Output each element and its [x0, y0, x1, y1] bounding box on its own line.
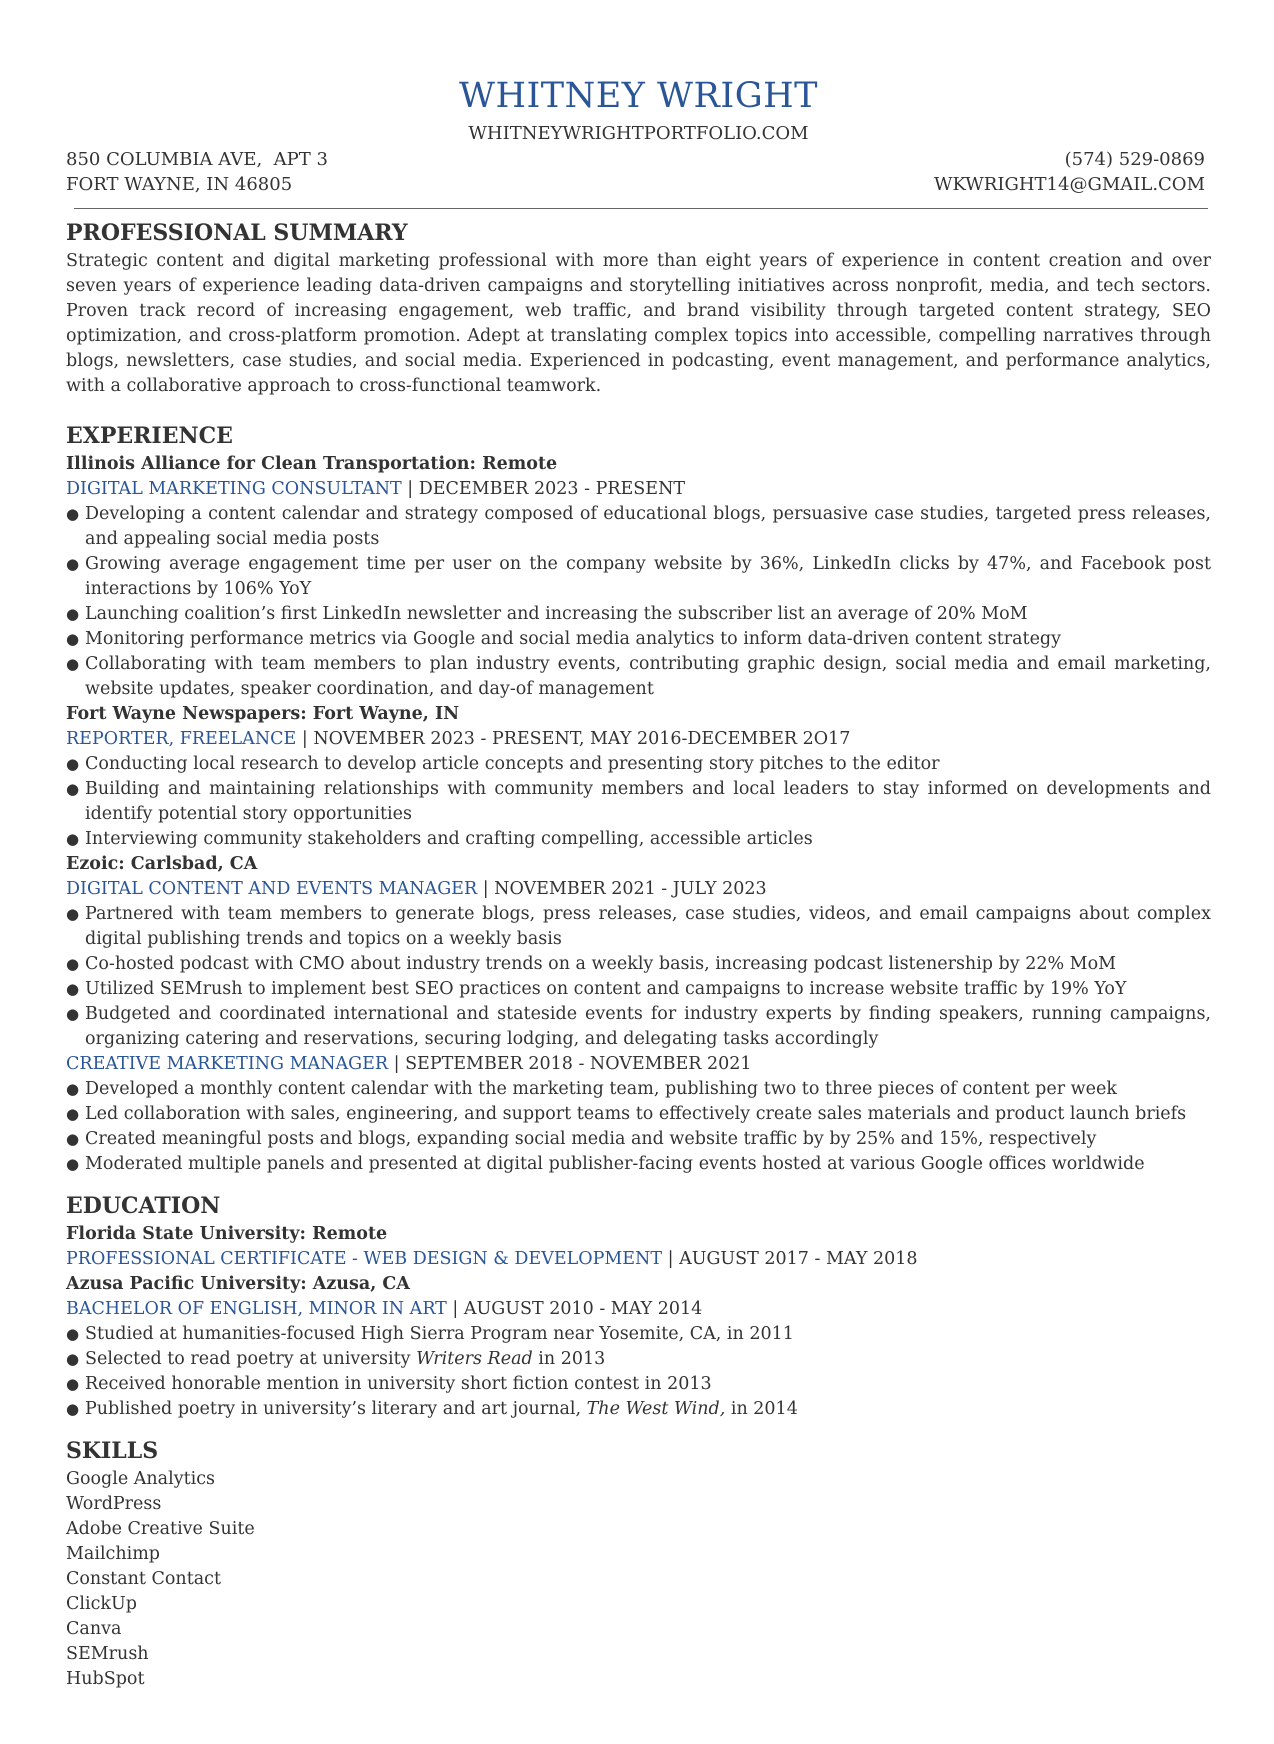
job-title: DIGITAL MARKETING CONSULTANT [66, 479, 402, 499]
address-line-1: 850 COLUMBIA AVE, APT 3 [66, 149, 328, 170]
skill-item: ClickUp [66, 1594, 137, 1614]
bullet-item: ● Published poetry in university’s literary and art journal, The West Wind, in 2014 [66, 1397, 1211, 1422]
job-role-line [66, 1052, 1211, 1077]
education-entry [66, 1222, 1211, 1272]
employer-name: Fort Wayne Newspapers: Fort Wayne, IN [66, 704, 460, 724]
phone-number: (574) 529-0869 [1064, 149, 1205, 170]
bullet-item: ● Budgeted and coordinated international and stateside events for industry experts by finding speakers, running campaigns, organizing catering and reservations, securing lodging, and delegating tasks accordingly [66, 1002, 1211, 1052]
job-dates: | NOVEMBER 2023 - PRESENT, MAY 2016-DECEMBER 2O17 [296, 729, 851, 749]
job-role-line [66, 477, 1211, 502]
skill-item: SEMrush [66, 1644, 149, 1664]
education-bullets [66, 1322, 1211, 1422]
degree-dates: | AUGUST 2017 - MAY 2018 [662, 1249, 918, 1269]
bullet-item: ● Collaborating with team members to plan industry events, contributing graphic design, social media and email marketing, website updates, speaker coordination, and day-of management [66, 652, 1211, 702]
summary-heading: PROFESSIONAL SUMMARY [66, 220, 408, 246]
resume-content [66, 218, 1211, 1692]
skill-item: HubSpot [66, 1669, 145, 1689]
address-block [66, 147, 328, 197]
skills-list [66, 1467, 1211, 1692]
portfolio-website: WHITNEYWRIGHTPORTFOLIO.COM [468, 123, 809, 144]
bullet-item: ● Co-hosted podcast with CMO about industry trends on a weekly basis, increasing podcast listenership by 22% MoM [66, 952, 1211, 977]
degree-line [66, 1247, 1211, 1272]
skill-item: Constant Contact [66, 1569, 222, 1589]
education-heading: EDUCATION [66, 1193, 221, 1219]
job-dates: | DECEMBER 2023 - PRESENT [401, 479, 686, 499]
job-entry [66, 702, 1211, 852]
bullet-item: ● Moderated multiple panels and presented at digital publisher-facing events hosted at various Google offices worldwide [66, 1152, 1211, 1177]
bullet-item: ● Interviewing community stakeholders and crafting compelling, accessible articles [66, 827, 1211, 852]
address-line-2: FORT WAYNE, IN 46805 [66, 174, 293, 195]
job-title: REPORTER, FREELANCE [66, 729, 297, 749]
job-bullets [66, 1077, 1211, 1177]
job-bullets [66, 752, 1211, 852]
skill-item: Adobe Creative Suite [66, 1519, 255, 1539]
bullet-item: ● Studied at humanities-focused High Sierra Program near Yosemite, CA, in 2011 [66, 1322, 1211, 1347]
bullet-item: ● Created meaningful posts and blogs, expanding social media and website traffic by by 25% and 15%, respectively [66, 1127, 1211, 1152]
job-title: CREATIVE MARKETING MANAGER [66, 1054, 389, 1074]
bullet-item: ● Led collaboration with sales, engineering, and support teams to effectively create sales materials and product launch briefs [66, 1102, 1211, 1127]
skill-item: Canva [66, 1619, 122, 1639]
bullet-item: ● Monitoring performance metrics via Google and social media analytics to inform data-driven content strategy [66, 627, 1211, 652]
skill-item: Google Analytics [66, 1469, 216, 1489]
bullet-item: ● Developed a monthly content calendar with the marketing team, publishing two to three pieces of content per week [66, 1077, 1211, 1102]
skill-item: Mailchimp [66, 1544, 161, 1564]
education-entry [66, 1272, 1211, 1422]
skill-item: WordPress [66, 1494, 162, 1514]
bullet-item: ● Building and maintaining relationships with community members and local leaders to stay informed on developments and identify potential story opportunities [66, 777, 1211, 827]
contact-block [934, 147, 1205, 197]
email-address: WKWRIGHT14@GMAIL.COM [933, 174, 1205, 195]
job-dates: | NOVEMBER 2021 - JULY 2023 [477, 879, 767, 899]
header-divider [74, 208, 1208, 209]
bullet-item: ● Partnered with team members to generate blogs, press releases, case studies, videos, and email campaigns about complex digital publishing trends and topics on a weekly basis [66, 902, 1211, 952]
job-bullets [66, 502, 1211, 702]
degree-title: PROFESSIONAL CERTIFICATE - WEB DESIGN & DEVELOPMENT [66, 1249, 663, 1269]
job-role-line [66, 727, 1211, 752]
school-name: Florida State University: Remote [66, 1224, 388, 1244]
candidate-name: WHITNEY WRIGHT [458, 76, 819, 116]
job-entry [66, 452, 1211, 702]
employer-name: Illinois Alliance for Clean Transportation: Remote [66, 454, 558, 474]
bullet-item: ● Developing a content calendar and strategy composed of educational blogs, persuasive case studies, targeted press releases, and appealing social media posts [66, 502, 1211, 552]
bullet-item: ● Conducting local research to develop article concepts and presenting story pitches to the editor [66, 752, 1211, 777]
job-bullets [66, 902, 1211, 1052]
job-role-line [66, 877, 1211, 902]
summary-text: Strategic content and digital marketing professional with more than eight years of experience in content creation and over seven years of experience leading data-driven campaigns and storytelling initiatives across nonprofit, media, and tech sectors. Proven track record of increasing engagement, web traffic, and brand visibility through targeted content strategy, SEO optimization, and cross-platform promotion. Adept at translating complex topics into accessible, compelling narratives through blogs, newsletters, case studies, and social media. Experienced in podcasting, event management, and performance analytics, with a collaborative approach to cross-functional teamwork. [66, 251, 1211, 396]
degree-title: BACHELOR OF ENGLISH, MINOR IN ART [66, 1299, 447, 1319]
degree-line [66, 1297, 1211, 1322]
bullet-item: ● Selected to read poetry at university Writers Read in 2013 [66, 1347, 1211, 1372]
school-name: Azusa Pacific University: Azusa, CA [66, 1274, 410, 1294]
bullet-item: ● Growing average engagement time per user on the company website by 36%, LinkedIn clicks by 47%, and Facebook post interactions by 106% YoY [66, 552, 1211, 602]
bullet-item: ● Utilized SEMrush to implement best SEO practices on content and campaigns to increase website traffic by 19% YoY [66, 977, 1211, 1002]
bullet-item: ● Received honorable mention in university short fiction contest in 2013 [66, 1372, 1211, 1397]
degree-dates: | AUGUST 2010 - MAY 2014 [446, 1299, 703, 1319]
job-title: DIGITAL CONTENT AND EVENTS MANAGER [66, 879, 478, 899]
bullet-item: ● Launching coalition’s first LinkedIn newsletter and increasing the subscriber list an average of 20% MoM [66, 602, 1211, 627]
job-entry [66, 852, 1211, 1177]
employer-name: Ezoic: Carlsbad, CA [66, 854, 258, 874]
job-dates: | SEPTEMBER 2018 - NOVEMBER 2021 [388, 1054, 752, 1074]
experience-heading: EXPERIENCE [66, 423, 233, 449]
skills-heading: SKILLS [66, 1438, 159, 1464]
